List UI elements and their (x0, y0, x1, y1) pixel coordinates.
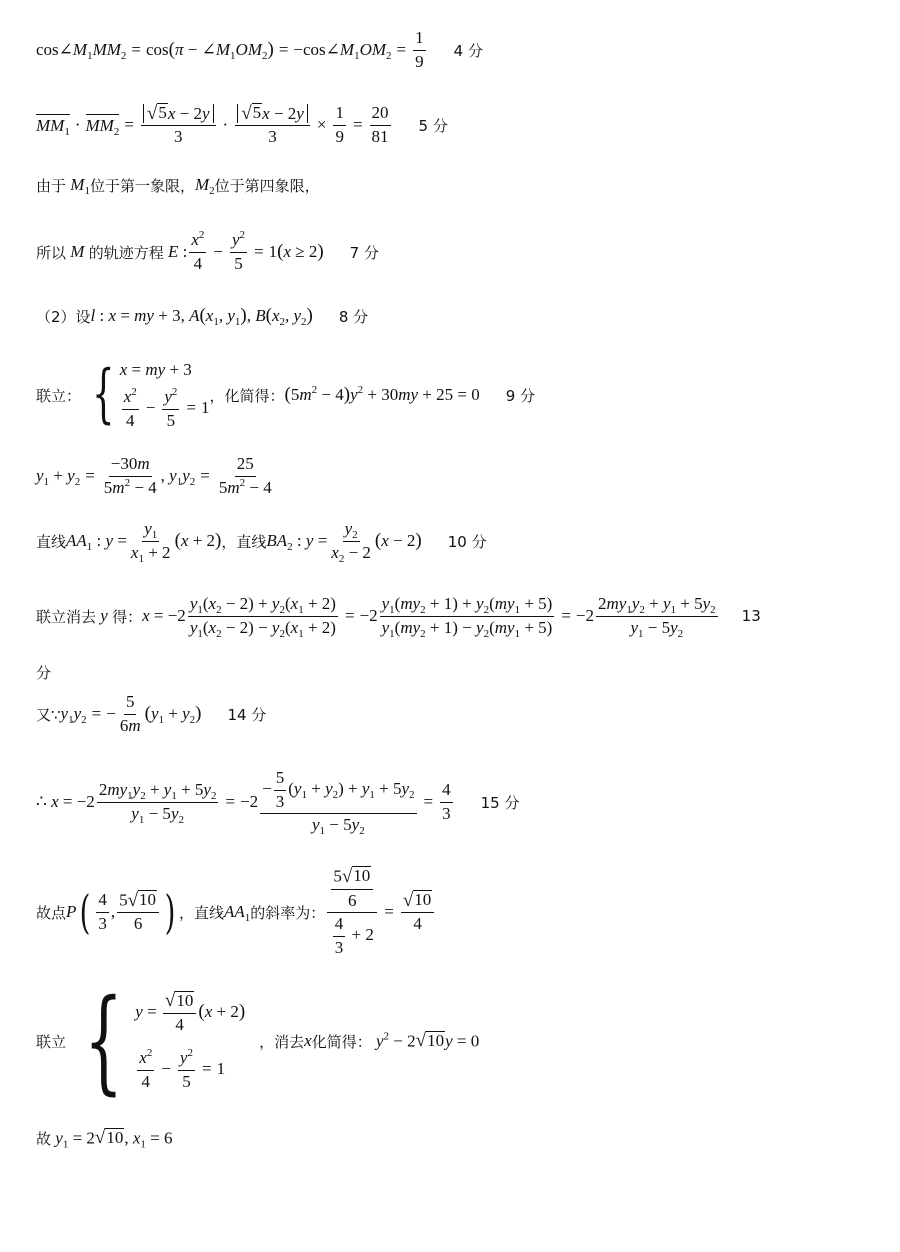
locus-equation: 所以 M 的轨迹方程 E : $x^2$ 4 − $\frac{y^2}{5}$ = 1(x ≥ 2) 7 分 (36, 228, 379, 273)
score-13-unit-line (36, 660, 51, 684)
eq-dot-product: $MM_1$ · $MM_2$ = √ 5 x − 2y 3 · √ 5 x − 2y 3 × $\frac{1}{9}$ = $\frac{20}{81}$ 5 分 (36, 102, 448, 147)
score-13-unit: 分 (36, 663, 52, 682)
vieta-relations: $y_1 + y_2$ = $\frac{-30m}{5m^2 - 4}$ , $y_1y_2$ = $\frac{25}{5m^2 - 4}$ (36, 453, 272, 497)
score-9: 9 分 (505, 386, 536, 405)
point-P-slope: 故点 P ( 4 3 , 5 √ 10 6 ) ，直线 $AA_1$ 的斜率为： 5 √ 10 6 $\frac{4}{3}$ + 2 = √ 10 4 (36, 862, 436, 962)
quadrant-statement: 由于 $M_1$ 位于第一象限， $M_2$ 位于第四象限， (36, 175, 320, 197)
score-15: 15 分 (480, 793, 520, 812)
score-8: 8 分 (338, 307, 369, 326)
lines-AA1-BA2: 直线 $AA_1$ : y = $\frac{y_1}{x_1 + 2}$ (x + 2) ，直线 $BA_2$ : y = $\frac{y_2}{x_2 - 2}$ (x − 2) 10 分 (36, 518, 487, 565)
score-4: 4 分 (453, 41, 483, 60)
score-13: 13 (741, 607, 761, 625)
system-eliminate-x: 联立 { y = √ 10 4 (x + 2) $\frac{x^2}{4}$ − $\frac{y^2}{5}$ = 1 ，消去 x 化简得： $y^2 - 2$ √ 10 y = 0 (36, 975, 480, 1106)
system-simplify: 联立： { x = my + 3 $\frac{x^2}{4}$ − $\frac{y^2}{5}$ = 1 ，化简得： $(5m^2 - 4)y^2 + 30my + 25 = 0$ 9 分 (36, 357, 536, 432)
score-7: 7 分 (349, 243, 379, 262)
score-10: 10 分 (447, 532, 487, 551)
score-5: 5 分 (418, 116, 448, 135)
x-value: ∴ x = −2 $\frac{2my_1y_2 + y_1 + 5y_2}{y_1 - 5y_2}$ = −2 − $\frac{5}{3}$ $(y_1 + y_2) + y_1 + 5y_2$ $y_1 - 5y_2$ = $\frac{4}{3}$ 15 分 (36, 767, 520, 838)
part2-setup: （2）设 l : x = my + 3, $A(x_1$, $y_1$), $B(x_2$, $y_2$) 8 分 (36, 305, 369, 328)
product-relation: 又∵ $y_1y_2$ = − $\frac{5}{6m}$ $(y_1 + y_2)$ 14 分 (36, 691, 267, 735)
eq-cos-angle: $\cos\angle M_1MM_2$ = $\cos(\pi - \angle M_1OM_2)$ = $-\cos\angle M_1OM_2$ = $\frac{1}{9}$ 4 分 (36, 27, 483, 71)
final-result: 故 $y_1 = 2$ √ 10 , $x_1 = 6$ (36, 1127, 173, 1151)
eliminate-y: 联立消去 y 得： x = −2 $\frac{y_1(x_2 - 2) + y_2(x_1 + 2)}{y_1(x_2 - 2) - y_2(x_1 + 2)}$ = −2 $\frac{y_1(my_2 + 1) + y_2(my_1 + 5)}{y_1(my_2 + 1) - y_2(my_1 + 5)}$ = −2 $2my_1y_2 + y_1 + 5y_2$ $y_1 - 5y_2$ 13 (36, 593, 761, 640)
score-14: 14 分 (227, 705, 267, 724)
